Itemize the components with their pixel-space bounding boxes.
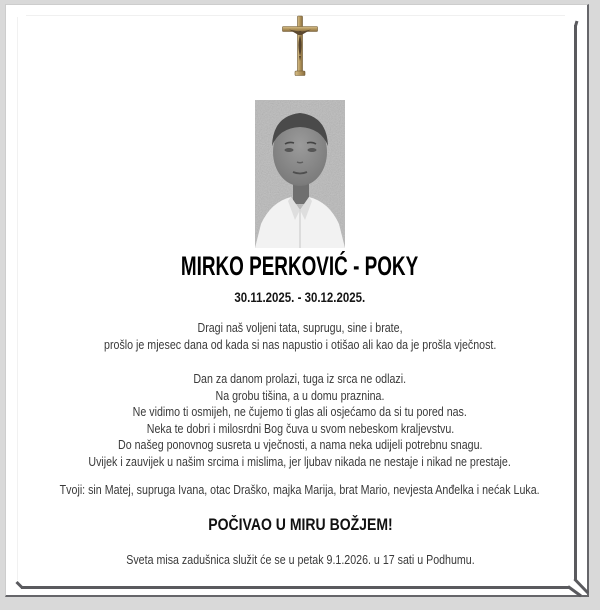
intro-line: prošlo je mjesec dana od kada si nas napustio i otišao ali kao da je prošla vječnost.: [103, 336, 497, 352]
portrait-photo: [255, 100, 345, 248]
verse-line: Neka te dobri i milosrdni Bog čuva u svom nebeskom kraljevstvu.: [146, 420, 454, 436]
verse-line: Uvijek i zauvijek u našim srcima i mislima, jer ljubav nikada ne nestaje i nikad ne prestaje.: [88, 453, 512, 469]
verse-line: Dan za danom prolazi, tuga iz srca ne odlazi.: [193, 371, 407, 386]
verse-text: [0, 371, 600, 471]
closing-line: POČIVAO U MIRU BOŽJEM!: [207, 516, 393, 534]
family-line: Tvoji: sin Matej, supruga Ivana, otac Draško, majka Marija, brat Mario, nevjesta Anđelka i nećak Luka.: [60, 482, 540, 497]
crucifix-icon: [277, 13, 323, 79]
intro-text: [0, 320, 600, 353]
life-dates: 30.11.2025. - 30.12.2025.: [234, 289, 366, 305]
verse-line: Na grobu tišina, a u domu praznina.: [215, 387, 385, 403]
intro-line: Dragi naš voljeni tata, suprugu, sine i brate,: [197, 320, 403, 335]
deceased-name: MIRKO PERKOVIĆ - POKY: [181, 251, 419, 281]
mass-info: Sveta misa zadušnica služit će se u petak 9.1.2026. u 17 sati u Podhumu.: [125, 552, 475, 567]
verse-line: Do našeg ponovnog susreta u vječnosti, a nama neka udijeli potrebnu snagu.: [117, 437, 483, 453]
verse-line: Ne vidimo ti osmijeh, ne čujemo ti glas ali osjećamo da si tu pored nas.: [132, 404, 468, 420]
